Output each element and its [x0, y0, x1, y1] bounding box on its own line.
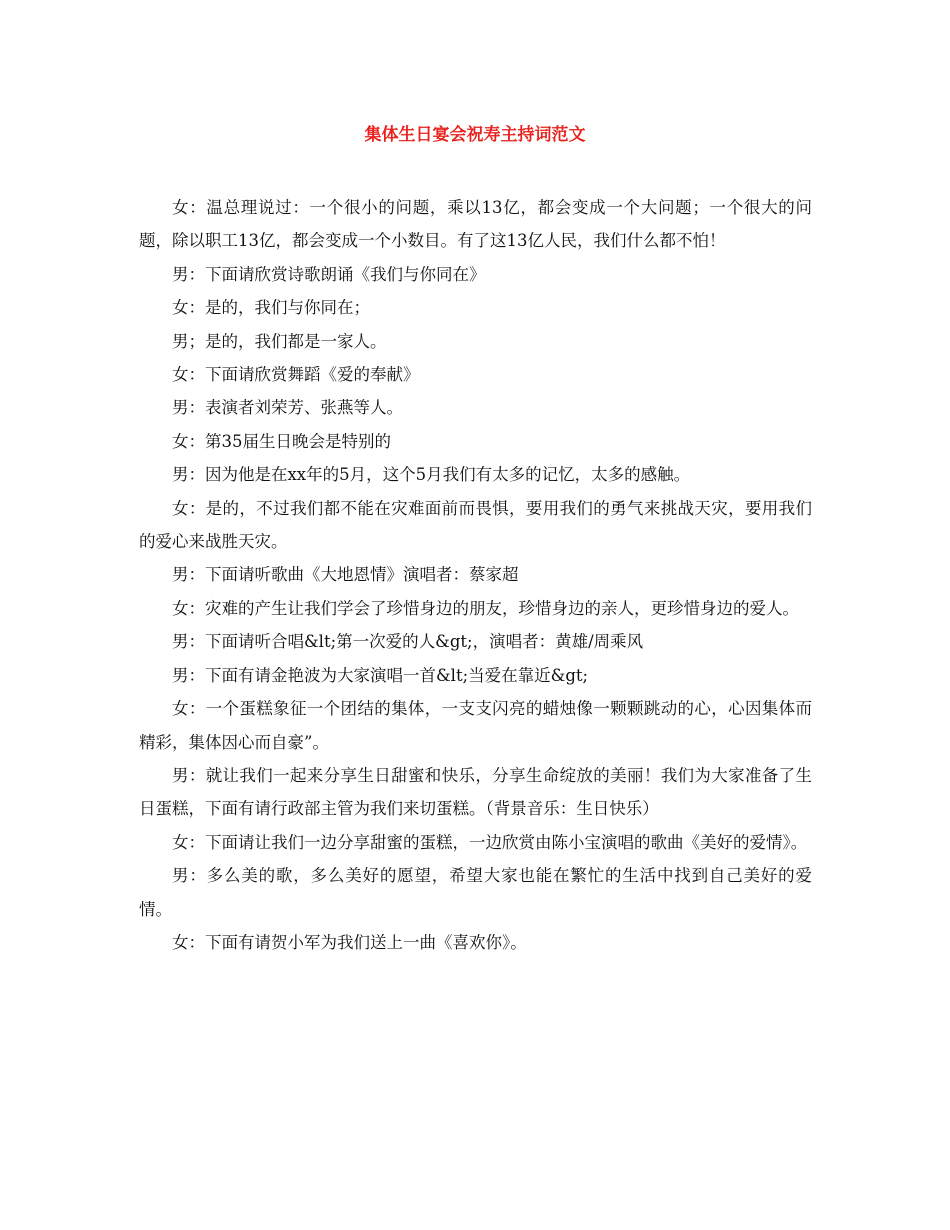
paragraph: 男；是的，我们都是一家人。 [172, 331, 387, 351]
paragraph: 女：是的，我们与你同在； [172, 298, 370, 318]
paragraph: 男：就让我们一起来分享生日甜蜜和快乐，分享生命绽放的美丽！我们为大家准备了生日蛋糕，下面有请行政部主管为我们来切蛋糕。（背景音乐：生日快乐） [139, 765, 812, 819]
paragraph: 男：多么美的歌，多么美好的愿望，希望大家也能在繁忙的生活中找到自己美好的爱情。 [139, 866, 812, 919]
document-body [139, 191, 812, 959]
paragraph: 男：下面有请金艳波为大家演唱一首&lt;当爱在靠近&gt; [172, 665, 589, 685]
document-title: 集体生日宴会祝寿主持词范文 [364, 125, 586, 145]
paragraph: 女：灾难的产生让我们学会了珍惜身边的朋友，珍惜身边的亲人，更珍惜身边的爱人。 [172, 598, 799, 618]
paragraph: 女：第35届生日晚会是特别的 [172, 431, 391, 451]
paragraph: 女：是的，不过我们都不能在灾难面前而畏惧，要用我们的勇气来挑战天灾，要用我们的爱心来战胜天灾。 [139, 498, 812, 552]
paragraph: 男：下面请听歌曲《大地恩情》演唱者：蔡家超 [172, 565, 519, 585]
paragraph: 男：因为他是在xx年的5月，这个5月我们有太多的记忆，太多的感触。 [172, 465, 691, 485]
paragraph: 女：温总理说过：一个很小的问题，乘以13亿，都会变成一个大问题；一个很大的问题，除以职工13亿，都会变成一个小数目。有了这13亿人民，我们什么都不怕！ [139, 198, 812, 251]
paragraph: 男：表演者刘荣芳、张燕等人。 [172, 398, 403, 418]
paragraph: 女：下面请欣赏舞蹈《爱的奉献》 [172, 365, 420, 385]
paragraph: 女：下面请让我们一边分享甜蜜的蛋糕，一边欣赏由陈小宝演唱的歌曲《美好的爱情》。 [172, 832, 808, 852]
paragraph: 男：下面请欣赏诗歌朗诵《我们与你同在》 [172, 264, 486, 284]
paragraph: 女：下面有请贺小军为我们送上一曲《喜欢你》。 [172, 932, 527, 952]
paragraph: 女：一个蛋糕象征一个团结的集体，一支支闪亮的蜡烛像一颗颗跳动的心，心因集体而精彩，集体因心而自豪”。 [139, 699, 812, 752]
paragraph: 男：下面请听合唱&lt;第一次爱的人&gt;，演唱者：黄雄/周乘风 [172, 632, 644, 652]
